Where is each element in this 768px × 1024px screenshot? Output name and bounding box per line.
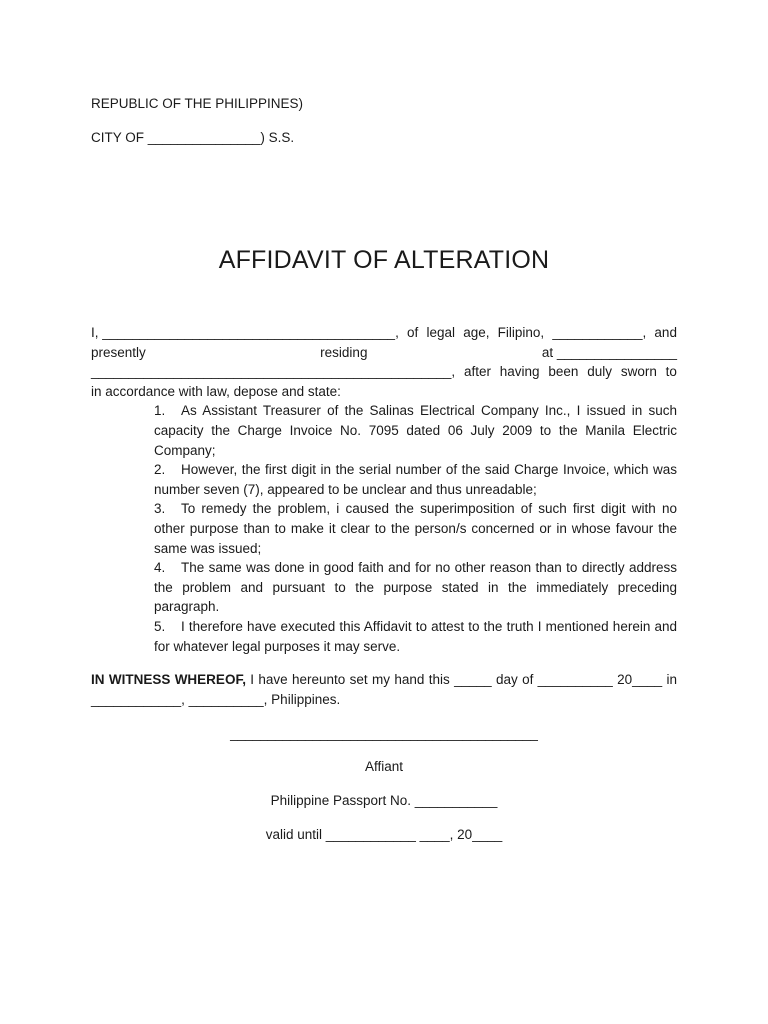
intro-word: ________________________________________________,	[91, 364, 456, 380]
document-title: AFFIDAVIT OF ALTERATION	[218, 246, 550, 274]
numbered-list	[91, 401, 677, 656]
header-republic: REPUBLIC OF THE PHILIPPINES)	[91, 96, 304, 111]
list-item: 5. I therefore have executed this Affidavit to attest to the truth I mentioned herein and for whatever legal purposes it may serve.	[154, 618, 677, 654]
list-item: 4. The same was done in good faith and for no other reason than to directly address the problem and pursuant to the purpose stated in the immediately preceding paragraph.	[154, 560, 677, 615]
list-item: 3. To remedy the problem, i caused the superimposition of such first digit with no other purpose than to make it clear to the person/s concerned or in whose favour the same was issued;	[154, 501, 677, 556]
intro-word: legal	[426, 325, 455, 340]
intro-word: ____________,	[552, 325, 647, 340]
list-item: 1. As Assistant Treasurer of the Salinas Electrical Company Inc., I issued in such capacity the Charge Invoice No. 7095 dated 06 July 2009 to the Manila Electric Company;	[154, 403, 677, 458]
intro-word: duly	[587, 364, 613, 380]
intro-word: I, _______________________________________,	[91, 325, 399, 340]
intro-line-2	[91, 343, 677, 363]
intro-word: presently	[91, 344, 146, 360]
witness-paragraph	[91, 670, 677, 709]
intro-word: of	[407, 325, 419, 340]
intro-word: age,	[463, 325, 490, 340]
header-city: CITY OF _______________) S.S.	[91, 130, 295, 145]
intro-word: to	[665, 364, 677, 380]
intro-word: having	[499, 364, 540, 380]
intro-word: and	[654, 325, 677, 340]
intro-word: at ________________	[541, 344, 677, 360]
affidavit-body	[91, 323, 677, 656]
intro-word: been	[548, 364, 579, 380]
intro-line-1	[91, 323, 677, 343]
intro-line-4: in accordance with law, depose and state:	[91, 383, 341, 399]
intro-word: after	[463, 364, 491, 380]
affiant-label: Affiant	[364, 759, 404, 774]
intro-line-3	[91, 362, 677, 382]
valid-until-line: valid until ____________ ____, 20____	[265, 827, 503, 842]
passport-line: Philippine Passport No. ___________	[270, 793, 498, 808]
intro-word: residing	[320, 344, 368, 360]
witness-heading: IN WITNESS WHEREOF,	[91, 672, 246, 687]
intro-word: sworn	[620, 364, 657, 380]
list-item: 2. However, the first digit in the serial number of the said Charge Invoice, which was number seven (7), appeared to be unclear and thus unreadable;	[154, 462, 677, 497]
witness-text: I have hereunto set my hand this _____ day of __________ 20____ in ____________, __________, Philippines.	[91, 672, 677, 707]
intro-word: Filipino,	[497, 325, 545, 340]
signature-line: _________________________________________	[230, 726, 538, 741]
